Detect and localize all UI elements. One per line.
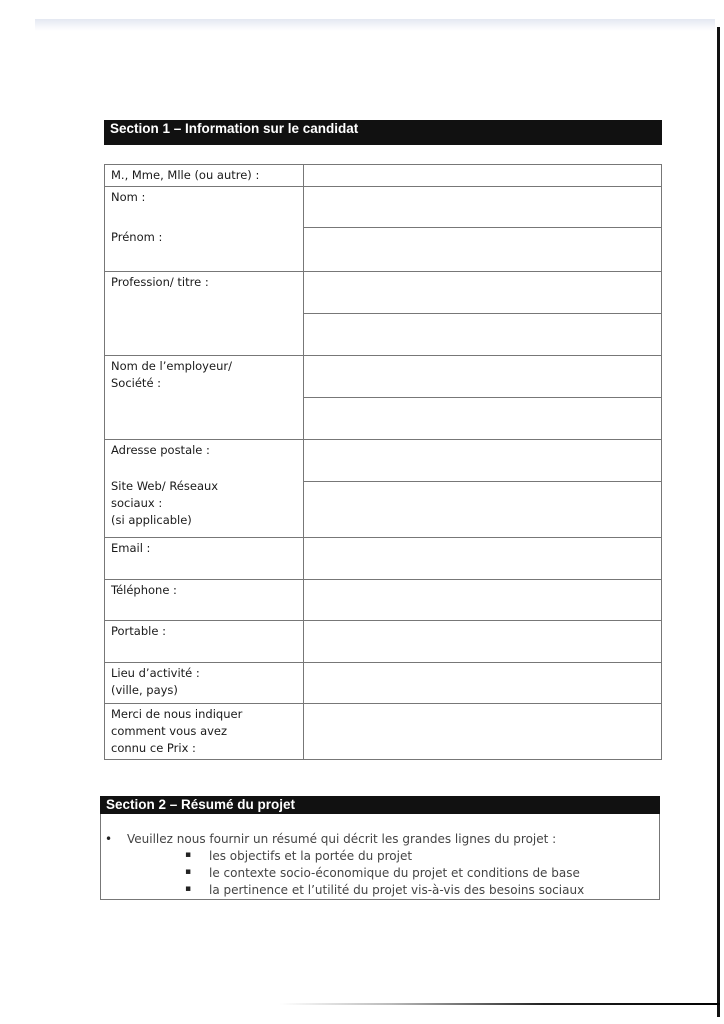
- label-nom: Nom :: [111, 190, 146, 204]
- label-nom-prenom: [105, 187, 304, 272]
- field-portable[interactable]: [304, 621, 662, 663]
- field-employeur-2[interactable]: [304, 398, 662, 440]
- field-lieu[interactable]: [304, 663, 662, 704]
- label-prix-line2: comment vous avez: [111, 724, 228, 738]
- label-site-line1: Site Web/ Réseaux: [111, 479, 219, 493]
- bullet-intro: • Veuillez nous fournir un résumé qui décrit les grandes lignes du projet :: [127, 832, 556, 846]
- label-site-line2: sociaux :: [111, 496, 163, 510]
- label-employeur: [105, 356, 304, 440]
- section-2-header: Section 2 – Résumé du projet: [100, 796, 660, 814]
- field-site-web[interactable]: [304, 482, 662, 538]
- bullet-item: ▪ le contexte socio-économique du projet et conditions de base: [209, 866, 580, 880]
- scan-artifact-bottom-edge: [280, 1003, 720, 1005]
- label-email: Email :: [105, 538, 304, 580]
- field-profession-2[interactable]: [304, 314, 662, 356]
- candidate-info-table: [104, 164, 662, 760]
- field-prix[interactable]: [304, 704, 662, 760]
- label-portable: Portable :: [105, 621, 304, 663]
- label-lieu-line1: Lieu d’activité :: [111, 666, 200, 680]
- label-employeur-line2: Société :: [111, 376, 162, 390]
- label-adresse: Adresse postale :: [111, 443, 210, 457]
- label-civilite: M., Mme, Mlle (ou autre) :: [105, 165, 304, 187]
- bullet-item: ▪ la pertinence et l’utilité du projet vis-à-vis des besoins sociaux: [209, 883, 584, 897]
- label-telephone: Téléphone :: [105, 580, 304, 621]
- section-1-header: Section 1 – Information sur le candidat: [104, 120, 662, 145]
- field-email[interactable]: [304, 538, 662, 580]
- bullet-item: ▪ les objectifs et la portée du projet: [209, 849, 412, 863]
- field-nom[interactable]: [304, 187, 662, 228]
- label-employeur-line1: Nom de l’employeur/: [111, 359, 232, 373]
- field-profession-1[interactable]: [304, 272, 662, 314]
- label-prix: [105, 704, 304, 760]
- scan-artifact-top: [35, 19, 715, 31]
- label-site-line3: (si applicable): [111, 513, 192, 527]
- field-prenom[interactable]: [304, 228, 662, 272]
- label-lieu-line2: (ville, pays): [111, 683, 178, 697]
- field-adresse[interactable]: [304, 440, 662, 482]
- field-employeur-1[interactable]: [304, 356, 662, 398]
- scan-artifact-right-edge: [717, 27, 720, 1017]
- field-civilite[interactable]: [304, 165, 662, 187]
- label-prenom: Prénom :: [111, 230, 163, 244]
- label-adresse-site: [105, 440, 304, 538]
- field-telephone[interactable]: [304, 580, 662, 621]
- section-2-body: [100, 814, 660, 900]
- label-lieu: [105, 663, 304, 704]
- label-prix-line3: connu ce Prix :: [111, 741, 196, 755]
- label-prix-line1: Merci de nous indiquer: [111, 707, 243, 721]
- label-profession: Profession/ titre :: [105, 272, 304, 356]
